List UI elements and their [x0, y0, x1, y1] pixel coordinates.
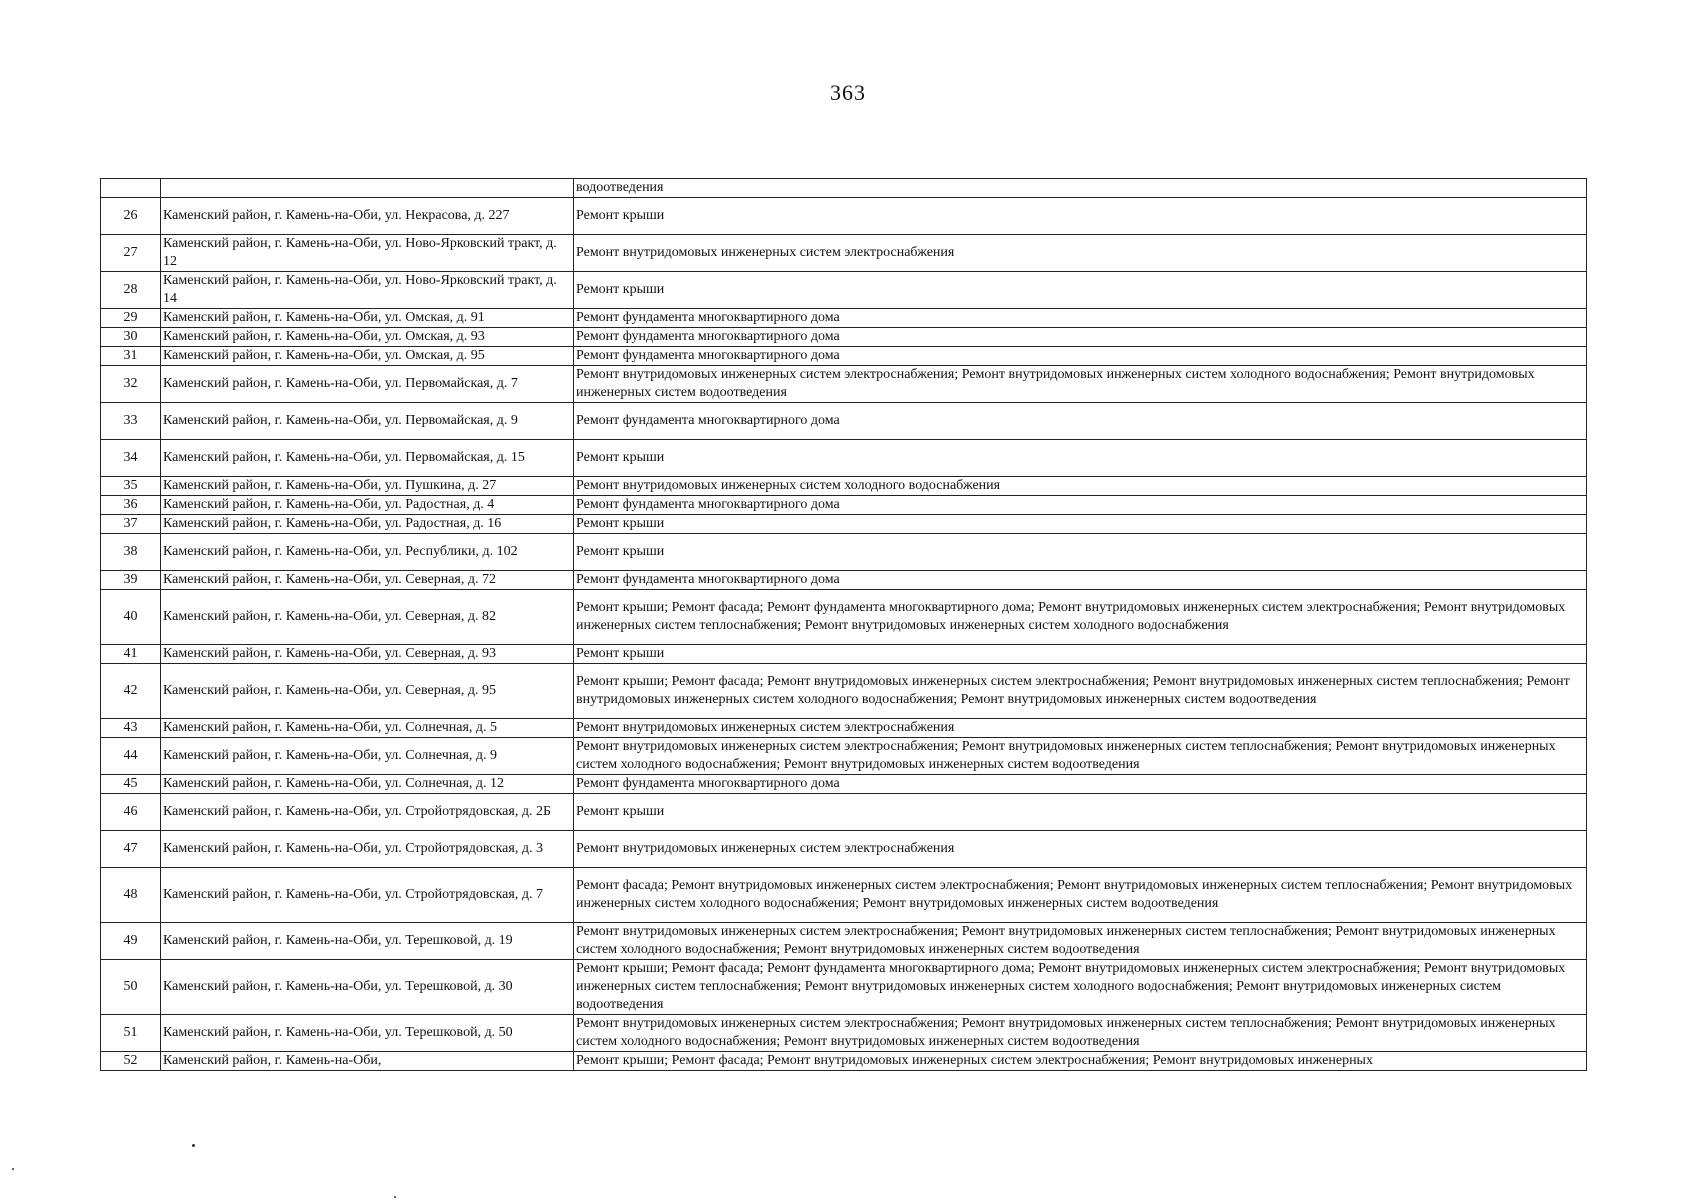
- row-address: [161, 179, 574, 198]
- row-address: Каменский район, г. Камень-на-Оби, ул. Северная, д. 95: [161, 664, 574, 719]
- table-row: [101, 198, 1587, 235]
- row-number: 35: [101, 477, 161, 496]
- row-number: 47: [101, 831, 161, 868]
- row-number: 39: [101, 571, 161, 590]
- row-work-type: Ремонт фундамента многоквартирного дома: [574, 496, 1587, 515]
- table-row: [101, 515, 1587, 534]
- table-row: [101, 496, 1587, 515]
- row-work-type: Ремонт крыши; Ремонт фасада; Ремонт внутридомовых инженерных систем электроснабжения; Ремонт внутридомовых инженерных: [574, 1052, 1587, 1071]
- table-row: [101, 868, 1587, 923]
- table-row: [101, 272, 1587, 309]
- scan-artifact: [192, 1144, 195, 1147]
- table-row: [101, 571, 1587, 590]
- row-number: 43: [101, 719, 161, 738]
- row-number: 42: [101, 664, 161, 719]
- table-row: [101, 923, 1587, 960]
- table-row: [101, 309, 1587, 328]
- row-work-type: Ремонт крыши: [574, 440, 1587, 477]
- table-row: [101, 440, 1587, 477]
- row-number: 26: [101, 198, 161, 235]
- row-number: 41: [101, 645, 161, 664]
- page-number: 363: [830, 80, 866, 105]
- row-address: Каменский район, г. Камень-на-Оби, ул. Северная, д. 72: [161, 571, 574, 590]
- row-number: 49: [101, 923, 161, 960]
- row-address: Каменский район, г. Камень-на-Оби, ул. Стройотрядовская, д. 3: [161, 831, 574, 868]
- register-body: [101, 179, 1587, 1071]
- row-number: 48: [101, 868, 161, 923]
- row-work-type: Ремонт внутридомовых инженерных систем электроснабжения: [574, 831, 1587, 868]
- row-address: Каменский район, г. Камень-на-Оби, ул. Солнечная, д. 5: [161, 719, 574, 738]
- row-number: 29: [101, 309, 161, 328]
- table-row: [101, 645, 1587, 664]
- row-work-type: Ремонт крыши; Ремонт фасада; Ремонт фундамента многоквартирного дома; Ремонт внутридомовых инженерных систем электроснабжения; Ремонт внутридомовых инженерных систем теплоснабжения; Ремонт внутридомовых инженерных систем холодного водоснабжения: [574, 590, 1587, 645]
- row-address: Каменский район, г. Камень-на-Оби, ул. Первомайская, д. 7: [161, 366, 574, 403]
- row-work-type: Ремонт крыши: [574, 272, 1587, 309]
- row-number: 30: [101, 328, 161, 347]
- row-work-type: Ремонт крыши; Ремонт фасада; Ремонт фундамента многоквартирного дома; Ремонт внутридомовых инженерных систем электроснабжения; Ремонт внутридомовых инженерных систем теплоснабжения; Ремонт внутридомовых инженерных систем холодного водоснабжения; Ремонт внутридомовых инженерных систем водоотведения: [574, 960, 1587, 1015]
- row-address: Каменский район, г. Камень-на-Оби, ул. Солнечная, д. 12: [161, 775, 574, 794]
- row-address: Каменский район, г. Камень-на-Оби, ул. Радостная, д. 4: [161, 496, 574, 515]
- row-address: Каменский район, г. Камень-на-Оби, ул. Первомайская, д. 9: [161, 403, 574, 440]
- row-work-type: Ремонт внутридомовых инженерных систем электроснабжения; Ремонт внутридомовых инженерных систем холодного водоснабжения; Ремонт внутридомовых инженерных систем водоотведения: [574, 366, 1587, 403]
- row-address: Каменский район, г. Камень-на-Оби, ул. Некрасова, д. 227: [161, 198, 574, 235]
- row-address: Каменский район, г. Камень-на-Оби, ул. Омская, д. 93: [161, 328, 574, 347]
- table-row: [101, 794, 1587, 831]
- table-row: [101, 534, 1587, 571]
- row-number: 37: [101, 515, 161, 534]
- scan-artifact: [394, 1196, 396, 1198]
- row-address: Каменский район, г. Камень-на-Оби, ул. Северная, д. 93: [161, 645, 574, 664]
- row-address: Каменский район, г. Камень-на-Оби, ул. Терешковой, д. 50: [161, 1015, 574, 1052]
- row-work-type: Ремонт фасада; Ремонт внутридомовых инженерных систем электроснабжения; Ремонт внутридомовых инженерных систем теплоснабжения; Ремонт внутридомовых инженерных систем холодного водоснабжения; Ремонт внутридомовых инженерных систем водоотведения: [574, 868, 1587, 923]
- row-number: 28: [101, 272, 161, 309]
- table-row: [101, 738, 1587, 775]
- row-work-type: Ремонт фундамента многоквартирного дома: [574, 403, 1587, 440]
- row-work-type: Ремонт крыши; Ремонт фасада; Ремонт внутридомовых инженерных систем электроснабжения; Ремонт внутридомовых инженерных систем теплоснабжения; Ремонт внутридомовых инженерных систем холодного водоснабжения; Ремонт внутридомовых инженерных систем водоотведения: [574, 664, 1587, 719]
- row-address: Каменский район, г. Камень-на-Оби, ул. Северная, д. 82: [161, 590, 574, 645]
- row-work-type: Ремонт фундамента многоквартирного дома: [574, 309, 1587, 328]
- row-number: 45: [101, 775, 161, 794]
- row-address: Каменский район, г. Камень-на-Оби, ул. Ново-Ярковский тракт, д. 12: [161, 235, 574, 272]
- table-row: [101, 328, 1587, 347]
- row-address: Каменский район, г. Камень-на-Оби, ул. Солнечная, д. 9: [161, 738, 574, 775]
- row-number: 36: [101, 496, 161, 515]
- row-work-type: Ремонт крыши: [574, 645, 1587, 664]
- row-number: 31: [101, 347, 161, 366]
- row-work-type: Ремонт фундамента многоквартирного дома: [574, 571, 1587, 590]
- row-number: [101, 179, 161, 198]
- repair-register-table: [100, 178, 1587, 1071]
- table-row: [101, 1052, 1587, 1071]
- row-address: Каменский район, г. Камень-на-Оби, ул. Омская, д. 91: [161, 309, 574, 328]
- table-row: [101, 590, 1587, 645]
- row-number: 38: [101, 534, 161, 571]
- row-work-type: Ремонт крыши: [574, 534, 1587, 571]
- row-work-type: Ремонт внутридомовых инженерных систем холодного водоснабжения: [574, 477, 1587, 496]
- row-work-type: Ремонт крыши: [574, 794, 1587, 831]
- row-work-type: Ремонт внутридомовых инженерных систем электроснабжения; Ремонт внутридомовых инженерных систем теплоснабжения; Ремонт внутридомовых инженерных систем холодного водоснабжения; Ремонт внутридомовых инженерных систем водоотведения: [574, 738, 1587, 775]
- row-address: Каменский район, г. Камень-на-Оби, ул. Омская, д. 95: [161, 347, 574, 366]
- table-row: [101, 775, 1587, 794]
- row-number: 46: [101, 794, 161, 831]
- table-row: [101, 960, 1587, 1015]
- table-row: [101, 477, 1587, 496]
- row-address: Каменский район, г. Камень-на-Оби, ул. Радостная, д. 16: [161, 515, 574, 534]
- table-row: [101, 366, 1587, 403]
- row-number: 52: [101, 1052, 161, 1071]
- row-number: 32: [101, 366, 161, 403]
- table-row: [101, 235, 1587, 272]
- row-address: Каменский район, г. Камень-на-Оби, ул. Ново-Ярковский тракт, д. 14: [161, 272, 574, 309]
- table-row: [101, 719, 1587, 738]
- row-number: 44: [101, 738, 161, 775]
- table-row: [101, 1015, 1587, 1052]
- row-number: 51: [101, 1015, 161, 1052]
- row-work-type: Ремонт крыши: [574, 198, 1587, 235]
- table-row: [101, 403, 1587, 440]
- row-work-type: водоотведения: [574, 179, 1587, 198]
- row-address: Каменский район, г. Камень-на-Оби, ул. Республики, д. 102: [161, 534, 574, 571]
- scan-artifact: [12, 1168, 14, 1170]
- table-row: [101, 831, 1587, 868]
- row-address: Каменский район, г. Камень-на-Оби, ул. Первомайская, д. 15: [161, 440, 574, 477]
- row-address: Каменский район, г. Камень-на-Оби, ул. Терешковой, д. 19: [161, 923, 574, 960]
- row-work-type: Ремонт фундамента многоквартирного дома: [574, 347, 1587, 366]
- row-address: Каменский район, г. Камень-на-Оби, ул. Стройотрядовская, д. 2Б: [161, 794, 574, 831]
- table-row: [101, 664, 1587, 719]
- row-address: Каменский район, г. Камень-на-Оби,: [161, 1052, 574, 1071]
- table-row: [101, 179, 1587, 198]
- row-address: Каменский район, г. Камень-на-Оби, ул. Терешковой, д. 30: [161, 960, 574, 1015]
- row-work-type: Ремонт внутридомовых инженерных систем электроснабжения; Ремонт внутридомовых инженерных систем теплоснабжения; Ремонт внутридомовых инженерных систем холодного водоснабжения; Ремонт внутридомовых инженерных систем водоотведения: [574, 1015, 1587, 1052]
- row-number: 40: [101, 590, 161, 645]
- table-row: [101, 347, 1587, 366]
- row-number: 27: [101, 235, 161, 272]
- row-work-type: Ремонт внутридомовых инженерных систем электроснабжения: [574, 719, 1587, 738]
- row-address: Каменский район, г. Камень-на-Оби, ул. Стройотрядовская, д. 7: [161, 868, 574, 923]
- row-number: 34: [101, 440, 161, 477]
- row-work-type: Ремонт внутридомовых инженерных систем электроснабжения: [574, 235, 1587, 272]
- row-number: 33: [101, 403, 161, 440]
- row-work-type: Ремонт фундамента многоквартирного дома: [574, 775, 1587, 794]
- row-work-type: Ремонт крыши: [574, 515, 1587, 534]
- row-number: 50: [101, 960, 161, 1015]
- row-address: Каменский район, г. Камень-на-Оби, ул. Пушкина, д. 27: [161, 477, 574, 496]
- row-work-type: Ремонт внутридомовых инженерных систем электроснабжения; Ремонт внутридомовых инженерных систем теплоснабжения; Ремонт внутридомовых инженерных систем холодного водоснабжения; Ремонт внутридомовых инженерных систем водоотведения: [574, 923, 1587, 960]
- row-work-type: Ремонт фундамента многоквартирного дома: [574, 328, 1587, 347]
